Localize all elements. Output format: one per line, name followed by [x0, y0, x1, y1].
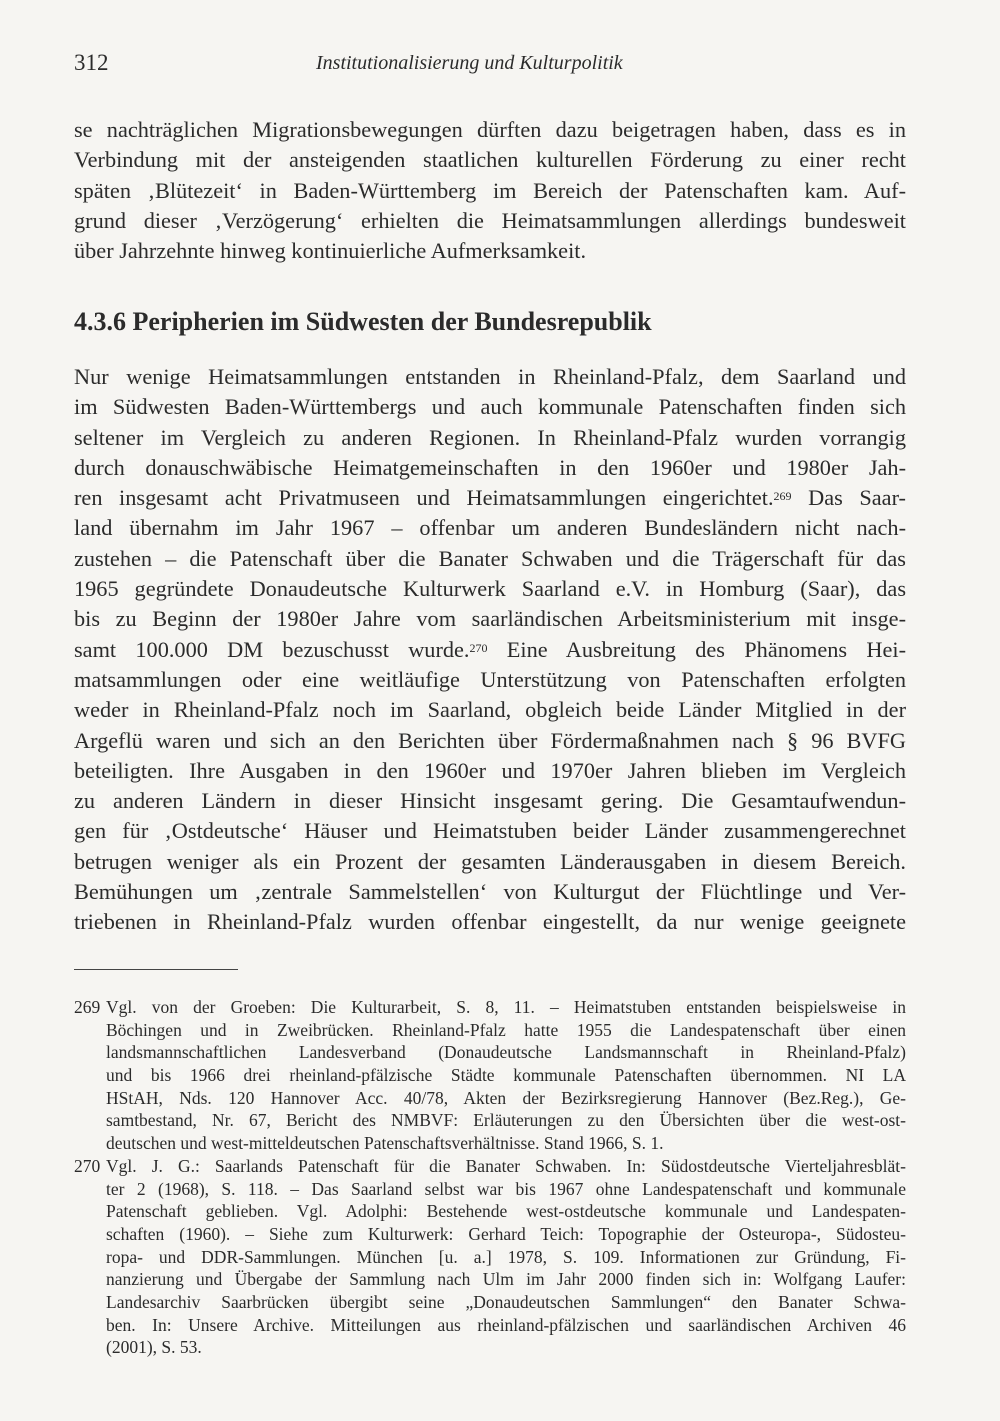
footnote-line: samtbestand, Nr. 67, Bericht des NMBVF: Erläuterungen zu den Übersichten über die west-ost-: [106, 1110, 906, 1131]
running-head-title: Institutionalisierung und Kulturpolitik: [316, 52, 623, 74]
footnote-line: Vgl. von der Groeben: Die Kulturarbeit, S. 8, 11. – Heimatstuben entstanden beispielsweise in: [106, 997, 906, 1017]
text-line: grund dieser ‚Verzögerung‘ erhielten die Heimatsammlungen allerdings bundesweit: [74, 207, 906, 233]
text-line: Bemühungen um ‚zentrale Sammelstellen‘ von Kulturgut der Flüchtlinge und Ver-: [74, 879, 906, 905]
section-heading: 4.3.6 Peripherien im Südwesten der Bundesrepublik: [74, 307, 652, 336]
text-line: über Jahrzehnte hinweg kontinuierliche Aufmerksamkeit.: [74, 238, 587, 264]
footnote-line: HStAH, Nds. 120 Hannover Acc. 40/78, Akten der Bezirksregierung Hannover (Bez.Reg.), Ge-: [106, 1087, 906, 1108]
footnote-line: und bis 1966 drei rheinland-pfälzische Städte kommunale Patenschaften übernommen. NI LA: [106, 1065, 906, 1086]
text-line: triebenen in Rheinland-Pfalz wurden offenbar eingestellt, da nur wenige geeignete: [74, 909, 906, 935]
footnotes: [74, 996, 906, 1359]
footnote-269: [74, 996, 906, 1155]
text-line: matsammlungen oder eine weitläufige Unterstützung von Patenschaften erfolgten: [74, 666, 906, 692]
footnote-line: deutschen und west-mitteldeutschen Patenschaftsverhältnisse. Stand 1966, S. 1.: [106, 1133, 664, 1154]
footnote-line: nanzierung und Übergabe der Sammlung nach Ulm im Jahr 2000 finden sich in: Wolfgang Laufer:: [106, 1269, 906, 1290]
footnote-line: Böchingen und in Zweibrücken. Rheinland-Pfalz hatte 1955 die Landespatenschaft über einen: [106, 1019, 906, 1040]
text-line: seltener im Vergleich zu anderen Regionen. In Rheinland-Pfalz wurden vorrangig: [74, 424, 906, 450]
text-segment: ren insgesamt acht Privatmuseen und Heimatsammlungen eingerichtet.: [74, 485, 774, 511]
text-line: Argeflü waren und sich an den Berichten über Fördermaßnahmen nach § 96 BVFG: [74, 727, 906, 753]
footnote-number: 270: [74, 1155, 101, 1176]
footnote-line: (2001), S. 53.: [106, 1337, 202, 1358]
footnote-line: landsmannschaftlichen Landesverband (Donaudeutsche Landsmannschaft in Rheinland-Pfalz): [106, 1042, 906, 1063]
footnote-line: ropa- und DDR-Sammlungen. München [u. a.] 1978, S. 109. Informationen zur Gründung, Fi-: [106, 1246, 906, 1267]
footnote-270: [74, 1155, 906, 1359]
text-line-with-footnote-ref: [74, 483, 906, 513]
text-segment: Das Saar-: [791, 485, 906, 511]
footnote-reference-270: 270: [469, 640, 488, 655]
text-line: weder in Rheinland-Pfalz noch im Saarland, obgleich beide Länder Mitglied in der: [74, 697, 906, 723]
footnote-line: ben. In: Unsere Archive. Mitteilungen aus rheinland-pfälzischen und saarländischen Archiven 46: [106, 1314, 906, 1335]
text-line: beteiligten. Ihre Ausgaben in den 1960er und 1970er Jahren blieben im Vergleich: [74, 757, 906, 783]
footnote-line: schaften (1960). – Siehe zum Kulturwerk: Gerhard Teich: Topographie der Osteuropa-, Südosteu-: [106, 1223, 906, 1244]
text-line: durch donauschwäbische Heimatgemeinschaften in den 1960er und 1980er Jah-: [74, 454, 906, 480]
text-line: Verbindung mit der ansteigenden staatlichen kulturellen Förderung zu einer recht: [74, 147, 906, 173]
footnote-line: Landesarchiv Saarbrücken übergibt seine „Donaudeutschen Sammlungen“ den Banater Schwa-: [106, 1291, 906, 1312]
text-line: zu anderen Ländern in dieser Hinsicht insgesamt gering. Die Gesamtaufwendun-: [74, 788, 906, 814]
text-line: späten ‚Blütezeit‘ in Baden-Württemberg im Bereich der Patenschaften kam. Auf-: [74, 177, 906, 203]
text-segment: Eine Ausbreitung des Phänomens Hei-: [487, 636, 906, 662]
text-line: zustehen – die Patenschaft über die Banater Schwaben und die Trägerschaft für das: [74, 545, 906, 571]
footnote-reference-269: 269: [773, 489, 792, 504]
text-line: gen für ‚Ostdeutsche‘ Häuser und Heimatstuben beider Länder zusammengerechnet: [74, 818, 906, 844]
text-line: 1965 gegründete Donaudeutsche Kulturwerk Saarland e.V. in Homburg (Saar), das: [74, 576, 906, 602]
text-line: land übernahm im Jahr 1967 – offenbar um anderen Bundesländern nicht nach-: [74, 515, 906, 541]
footnote-line: Vgl. J. G.: Saarlands Patenschaft für die Banater Schwaben. In: Südostdeutsche Vierteljahresblät-: [106, 1155, 906, 1176]
page-number: 312: [74, 50, 109, 75]
intro-paragraph: [74, 115, 906, 266]
footnote-line: ter 2 (1968), S. 118. – Das Saarland selbst war bis 1967 ohne Landespatenschaft und kommunale: [106, 1178, 906, 1199]
footnote-number: 269: [74, 997, 101, 1017]
text-line-with-footnote-ref: [74, 635, 906, 665]
text-line: se nachträglichen Migrationsbewegungen dürften dazu beigetragen haben, dass es in: [74, 117, 906, 142]
text-line: betrugen weniger als ein Prozent der gesamten Länderausgaben in diesem Bereich.: [74, 848, 906, 874]
footnote-line: Patenschaft geblieben. Vgl. Adolphi: Bestehende west-ostdeutsche kommunale und Landespaten-: [106, 1201, 906, 1222]
footnote-divider: [74, 969, 238, 970]
text-line: bis zu Beginn der 1980er Jahre vom saarländischen Arbeitsministerium mit insge-: [74, 606, 906, 632]
text-segment: samt 100.000 DM bezuschusst wurde.: [74, 636, 470, 662]
text-line: Nur wenige Heimatsammlungen entstanden in Rheinland-Pfalz, dem Saarland und: [74, 364, 906, 389]
running-head: [74, 50, 928, 80]
section-paragraph: [74, 362, 906, 938]
text-line: im Südwesten Baden-Württembergs und auch kommunale Patenschaften finden sich: [74, 394, 906, 420]
